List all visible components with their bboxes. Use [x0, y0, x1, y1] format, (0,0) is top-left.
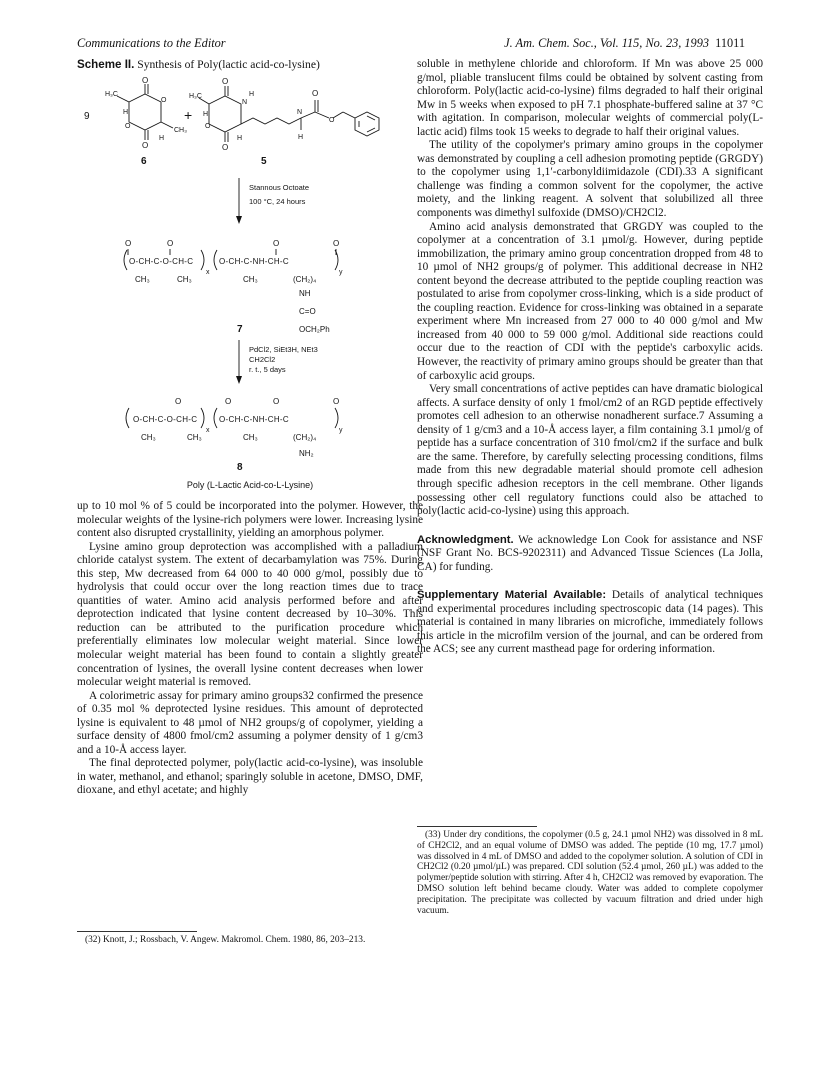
right-paragraph-2: The utility of the copolymer's primary amino groups in the copolymer was demonstrated by coupling a cell adhesion promoting peptide (GRGDY) to the copolymer using 1,1′-carbonyldiimidazole (CDI).33 A significant challenge was finding a common solvent for the copolymer, the active moiety, and the linking reagent. A solvent that solubilized all three components was dimethyl sulfoxide (DMSO)/CH2Cl2. — [417, 139, 763, 220]
svg-text:H: H — [123, 109, 129, 116]
svg-text:O: O — [333, 397, 340, 406]
svg-text:O: O — [205, 123, 211, 130]
acknowledgment-label: Acknowledgment. — [417, 533, 514, 546]
svg-text:O-CH-C-O-CH-C: O-CH-C-O-CH-C — [129, 257, 194, 266]
svg-text:y: y — [339, 427, 343, 434]
svg-text:CH₃: CH₃ — [177, 275, 192, 284]
deprotected-copolymer-structure — [126, 397, 343, 458]
svg-text:H: H — [298, 134, 304, 141]
left-paragraph-3: A colorimetric assay for primary amino groups32 confirmed the presence of 0.35 mol % deprotected lysine residues. This amount of deprotected lysine is equivalent to 48 µmol of NH2 groups/g of copolymer, yielding a surface density of 4800 fmol/cm2 assuming a polymer density of 1 g/cm3 and a 10-Å access layer. — [77, 689, 423, 756]
svg-text:(CH₂)₄: (CH₂)₄ — [293, 275, 317, 284]
reaction-scheme — [77, 74, 423, 494]
right-column-body — [417, 58, 763, 657]
svg-text:C=O: C=O — [299, 307, 316, 316]
citation-header — [504, 36, 745, 51]
svg-text:O: O — [142, 76, 149, 85]
right-paragraph-4: Very small concentrations of active peptides can have dramatic biological affects. A surface density of only 1 fmol/cm2 of an RGD peptide effectively promotes cell adhesion to an otherwise nonadherent surface.7 Assuming a density of 1 g/cm3 and a 10-Å access layer, a film containing 3.1 µmol/g of peptide has a surface concentration of 310 fmol/cm2 if the surface and bulk are the same. Therefore, by carefully selecting processing conditions, films made from this new degradable material should promote cell adhesion through specific adhesion receptors in the cell membrane. Other ligands possessing other cell regulatory functions could also be attached to poly(lactic acid-co-lysine) using this approach. — [417, 383, 763, 518]
svg-text:H: H — [237, 135, 243, 142]
compound-5-label: 5 — [261, 156, 267, 167]
running-head — [77, 36, 745, 54]
compound-9-label: 9 — [84, 111, 90, 122]
left-paragraph-4: The final deprotected polymer, poly(lactic acid-co-lysine), was insoluble in water, methanol, and ethanol; sparingly soluble in acetone, DMSO, DMF, dioxane, and ethyl acetate; and highly — [77, 757, 423, 797]
svg-text:O: O — [142, 141, 149, 150]
svg-text:O: O — [125, 239, 132, 248]
acknowledgment-text: We acknowledge Lon Cook for assistance and NSF (NSF Grant No. BCS-9202311) and Advanced Tissue Sciences (La Jolla, CA) for funding. — [417, 533, 763, 573]
step1-conditions: 100 °C, 24 hours — [249, 197, 306, 206]
svg-text:O: O — [333, 239, 340, 248]
right-paragraph-1: soluble in methylene chloride and chloroform. If Mn was above 25 000 g/mol, pliable translucent films could be obtained by solvent casting from chloroform. Poly(lactic acid-co-lysine) films degraded to half their original Mw in 5 weeks when exposed to pH 7.1 phosphate-buffered saline at 37 °C with agitation. In comparison, molecular weights of commercial poly(L-lactic acid) films took 15 weeks to degrade to half their original values. — [417, 58, 763, 138]
svg-text:NH: NH — [299, 289, 311, 298]
left-paragraph-1: up to 10 mol % of 5 could be incorporated into the polymer. However, the molecular weights of the lysine-rich polymers were lower. Increasing lysine content also disrupted crystallinity, yielding an amorphous polymer. — [77, 500, 423, 540]
svg-text:O-CH-C-NH-CH-C: O-CH-C-NH-CH-C — [219, 415, 289, 424]
step2-solvent: CH2Cl2 — [249, 355, 276, 364]
lysine-monomer-structure — [189, 77, 379, 152]
svg-text:O: O — [329, 117, 335, 124]
svg-text:O-CH-C-NH-CH-C: O-CH-C-NH-CH-C — [219, 257, 289, 266]
scheme-caption — [77, 58, 423, 71]
svg-text:N: N — [242, 99, 248, 106]
svg-text:O: O — [161, 97, 167, 104]
svg-text:CH₃: CH₃ — [187, 433, 202, 442]
supplementary-label: Supplementary Material Available: — [417, 589, 607, 602]
supplementary-text: Details of analytical techniques and experimental procedures including spectroscopic data (14 pages). This material is contained in many libraries on microfiche, immediately follows this article in the microfilm version of the journal, and can be ordered from the ACS; see any current masthead page for ordering information. — [417, 589, 763, 656]
svg-text:O: O — [312, 89, 319, 98]
svg-text:x: x — [206, 269, 210, 276]
svg-text:H₃C: H₃C — [189, 93, 202, 100]
footnote-rule-left — [77, 931, 197, 932]
right-paragraph-3: Amino acid analysis demonstrated that GRGDY was coupled to the copolymer at a concentration of 3.1 µmol/g. However, during peptide immobilization, the primary amino group concentration dropped from 48 to 10 µmol of NH2 groups/g of polymer. This additional decrease in NH2 content beyond the decrease attributed to the peptide coupling reaction was postulated to arise from copolymer cross-linking, which is a side product of the coupling reaction. Evidence for cross-linking was obtained in a separate experiment where Mn increased from 27 000 to 40 000 g/mol and Mw increased from 40 000 to 59 000 g/mol. Additional side reactions could occur due to the reaction of CDI with the peptide's carboxylic acids. However, the reactivity of primary amino groups should be greater than that of carboxylic acid groups. — [417, 220, 763, 382]
svg-text:y: y — [339, 269, 343, 276]
svg-text:CH₃: CH₃ — [135, 275, 150, 284]
svg-text:O: O — [273, 239, 280, 248]
page-number: 11011 — [715, 36, 745, 50]
svg-text:O: O — [167, 239, 174, 248]
footnote-33: (33) Under dry conditions, the copolymer (0.5 g, 24.1 µmol NH2) was dissolved in 8 mL of CH2Cl2, and an equal volume of DMSO was added. The peptide (10 mg, 17.7 µmol) was dissolved in 4 mL of DMSO and added to the copolymer solution. A solution of CDI in CH2Cl2 (0.20 µmol/µL) was prepared. CDI solution (52.4 µmol, 260 µL) was added to the polymer/peptide solution with stirring. After 4 h, CH2Cl2 was removed by evaporation. The DMSO solution left behind became cloudy. Water was added to complete copolymer precipitation. The precipitate was collected by vacuum filtration and dried under high vacuum. — [417, 830, 763, 916]
svg-text:CH₃: CH₃ — [141, 433, 156, 442]
svg-text:O-CH-C-O-CH-C: O-CH-C-O-CH-C — [133, 415, 198, 424]
compound-7-label: 7 — [237, 324, 243, 335]
product-name: Poly (L-Lactic Acid-co-L-Lysine) — [186, 480, 314, 490]
svg-text:CH₃: CH₃ — [174, 127, 187, 134]
compound-8-label: 8 — [237, 462, 243, 473]
scheme-label: Scheme II. — [77, 58, 135, 71]
left-paragraph-2: Lysine amino group deprotection was accomplished with a palladium chloride catalyst system. The extent of decarbamylation was 75%. During this step, Mw decreased from 64 000 to 40 000 g/mol, possibly due to hydrolysis that could occur over the long reaction times due to trace quantities of water. Amino acid analysis performed before and after deprotection indicated that lysine content decreased by 10–30%. This reduction can be attributed to the purification procedure which preferentially eliminates low molecular weight material. Since lower molecular weight material has been found to contain a slightly greater concentration of lysines, the overall lysine content decreases when lower molecular weight material is removed. — [77, 540, 423, 689]
step2-reagent: PdCl2, SiEt3H, NEt3 — [249, 345, 318, 354]
lactide-structure — [105, 76, 187, 150]
svg-text:OCH₂Ph: OCH₂Ph — [299, 325, 330, 334]
svg-text:H: H — [159, 135, 165, 142]
svg-text:N: N — [297, 109, 303, 116]
supplementary-material — [417, 589, 763, 657]
svg-text:O: O — [222, 77, 229, 86]
plus-sign: + — [184, 107, 193, 123]
svg-text:x: x — [206, 427, 210, 434]
footnote-32: (32) Knott, J.; Rossbach, V. Angew. Makromol. Chem. 1980, 86, 203–213. — [85, 935, 366, 945]
svg-text:(CH₂)₄: (CH₂)₄ — [293, 433, 317, 442]
acknowledgment — [417, 534, 763, 575]
step1-reagent: Stannous Octoate — [249, 183, 310, 192]
svg-text:CH₃: CH₃ — [243, 433, 258, 442]
svg-text:O: O — [125, 123, 131, 130]
scheme-figure — [77, 74, 423, 494]
svg-text:H₃C: H₃C — [105, 91, 118, 98]
section-title: Communications to the Editor — [77, 36, 226, 50]
svg-text:H: H — [203, 111, 209, 118]
svg-text:O: O — [175, 397, 182, 406]
svg-text:NH₂: NH₂ — [299, 449, 314, 458]
svg-text:H: H — [249, 91, 255, 98]
svg-text:O: O — [225, 397, 232, 406]
journal-citation: J. Am. Chem. Soc., Vol. 115, No. 23, 1993 — [504, 36, 709, 50]
protected-copolymer-structure — [124, 239, 343, 334]
left-column-body — [77, 500, 423, 798]
svg-text:O: O — [222, 143, 229, 152]
compound-6-label: 6 — [141, 156, 147, 167]
footnote-rule-right — [417, 826, 537, 827]
step2-conditions: r. t., 5 days — [249, 365, 286, 374]
svg-text:CH₃: CH₃ — [243, 275, 258, 284]
svg-text:O: O — [273, 397, 280, 406]
scheme-title: Synthesis of Poly(lactic acid-co-lysine) — [137, 58, 320, 71]
